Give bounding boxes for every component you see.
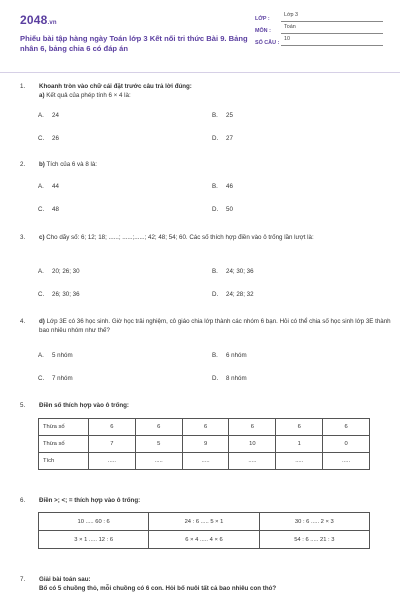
comparison-table bbox=[38, 512, 370, 549]
question-prompt: d) Lớp 3E có 36 học sinh. Giờ học trải nghiệm, cô giáo chia lớp thành các nhóm 6 bạn. Hỏi có thể chia số học sinh lớp 3E thành bao nhiêu nhóm như thế? bbox=[39, 318, 391, 334]
q1-option-c[interactable]: C. 26 bbox=[38, 135, 59, 142]
question-instruction: Giải bài toán sau: bbox=[39, 576, 91, 583]
question-instruction: Điền >; <; = thích hợp vào ô trống: bbox=[39, 497, 141, 504]
q2-option-d[interactable]: D. 50 bbox=[212, 206, 233, 213]
worksheet-title: Phiếu bài tập hàng ngày Toán lớp 3 Kết nối tri thức Bài 9. Bảng nhân 6, bảng chia 6 có đáp án bbox=[20, 34, 248, 53]
question-prompt: c) Cho dãy số: 6; 12; 18; ......; ......;......; 42; 48; 54; 60. Các số thích hợp điền vào ô trống lần lượt là: bbox=[39, 234, 314, 241]
question-prompt: b) Tích của 6 và 8 là: bbox=[39, 161, 98, 168]
q1-option-d[interactable]: D. 27 bbox=[212, 135, 233, 142]
q2-option-b[interactable]: B. 46 bbox=[212, 183, 233, 190]
table-row: 3 × 1 ..... 12 : 6 6 × 4 ..... 4 × 6 54 : 6 ..... 21 : 3 bbox=[39, 531, 370, 549]
table-row: Thừa số 6 6 6 6 6 6 bbox=[39, 419, 370, 436]
question-instruction: Điền số thích hợp vào ô trống: bbox=[39, 402, 129, 409]
info-row-subject: MÔN : Toán bbox=[255, 23, 383, 34]
question-prompt: a) Kết quả của phép tính 6 × 4 là: bbox=[39, 92, 131, 99]
worksheet-page: 2048.vn Phiếu bài tập hàng ngày Toán lớp 3 Kết nối tri thức Bài 9. Bảng nhân 6, bảng chia 6 có đáp án LỚP : Lớp 3 MÔN : Toán SỐ CÂU : 10 1. Khoanh tròn vào chữ cái đặt trước câu trả lời đúng: a) Kết quả của phép tính 6 × 4 là: A. 24 B. 25 C. 26 D. 27 2. b) Tích của 6 và 8 là: A. 44 B. 46 C. 48 D. 50 3. c) Cho dãy số: 6; 12; 18; ......; ......;......; 42; 48; 54; 60. Các số thích hợp điền vào ô trống lần lượt là: A. 20; 26; 30 B. 24; 30; 36 C. 26; 30; 36 D. 24; 28; 32 4. d) Lớp 3E có 36 học sinh. Giờ học trải nghiệm, cô giáo chia lớp thành các nhóm 6 bạn. Hỏi có thể chia số học sinh lớp 3E thành bao nhiêu nhóm như thế? A. 5 nhóm B. 6 nhóm C. 7 nhóm D. 8 nhóm 5. Điền số thích hợp vào ô trống: Thừa số 6 6 6 6 6 6 Thừa số 7 5 9 10 1 0 Tích ..... ..... ..... ..... ..... ..... 6. Điền >; <; = thích hợp vào ô trống: 10 ..... 60 : 6 24 : 6 ..... 5 × 1 30 : 6 ..... 2 × 3 3 × 1 ..... 12 : 6 6 × 4 ..... 4 × 6 54 : 6 ..... 21 : 3 7. Giải bài toán sau: Bố có 5 chuồng thỏ, mỗi chuồng có 6 con. Hỏi bố nuôi tất cả bao nhiêu con thỏ? bbox=[0, 0, 400, 600]
q4-option-b[interactable]: B. 6 nhóm bbox=[212, 352, 247, 359]
table-row: Thừa số 7 5 9 10 1 0 bbox=[39, 436, 370, 453]
question-instruction: Khoanh tròn vào chữ cái đặt trước câu trả lời đúng: bbox=[39, 83, 192, 90]
q3-option-d[interactable]: D. 24; 28; 32 bbox=[212, 291, 254, 298]
q2-option-c[interactable]: C. 48 bbox=[38, 206, 59, 213]
q4-option-a[interactable]: A. 5 nhóm bbox=[38, 352, 73, 359]
q3-option-b[interactable]: B. 24; 30; 36 bbox=[212, 268, 254, 275]
site-logo[interactable]: 2048.vn bbox=[20, 13, 57, 27]
q1-option-a[interactable]: A. 24 bbox=[38, 112, 59, 119]
info-box bbox=[255, 11, 383, 47]
header-divider bbox=[0, 72, 400, 73]
question-prompt: Bố có 5 chuồng thỏ, mỗi chuồng có 6 con. Hỏi bố nuôi tất cả bao nhiêu con thỏ? bbox=[39, 585, 277, 592]
q3-option-a[interactable]: A. 20; 26; 30 bbox=[38, 268, 80, 275]
q4-option-c[interactable]: C. 7 nhóm bbox=[38, 375, 73, 382]
multiplication-table bbox=[38, 418, 370, 470]
info-row-class: LỚP : Lớp 3 bbox=[255, 11, 383, 22]
table-row: 10 ..... 60 : 6 24 : 6 ..... 5 × 1 30 : 6 ..... 2 × 3 bbox=[39, 513, 370, 531]
q4-option-d[interactable]: D. 8 nhóm bbox=[212, 375, 247, 382]
info-row-question-count: SỐ CÂU : 10 bbox=[255, 35, 383, 46]
q3-option-c[interactable]: C. 26; 30; 36 bbox=[38, 291, 80, 298]
q1-option-b[interactable]: B. 25 bbox=[212, 112, 233, 119]
q2-option-a[interactable]: A. 44 bbox=[38, 183, 59, 190]
table-row: Tích ..... ..... ..... ..... ..... ..... bbox=[39, 453, 370, 470]
